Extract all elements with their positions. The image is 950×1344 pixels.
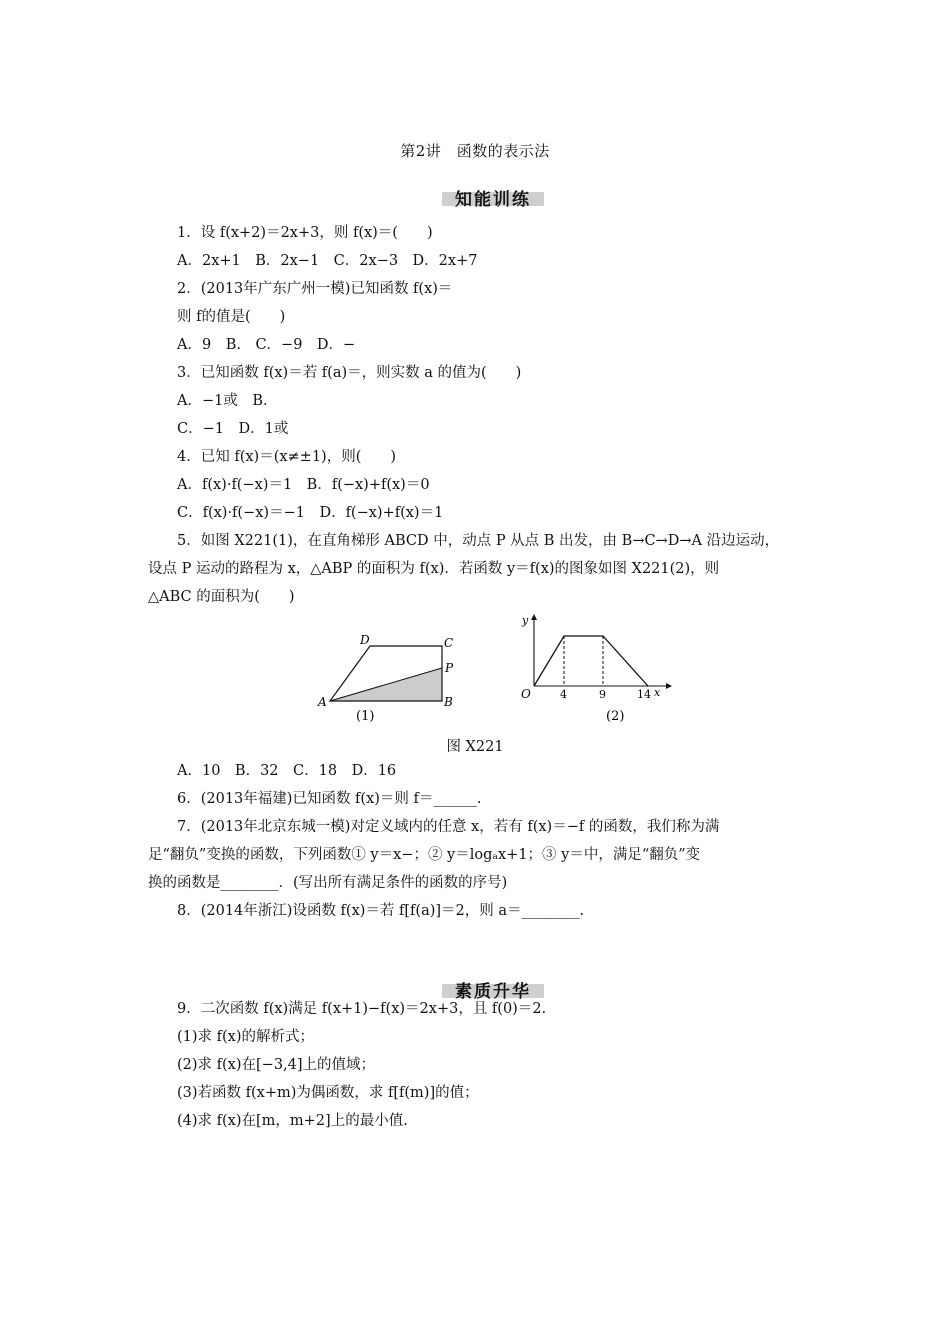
- vertex-b-label: B: [444, 695, 453, 709]
- vertex-p-label: P: [445, 661, 454, 675]
- section-banner-label: 知能训练: [455, 189, 531, 210]
- question-8: 8．(2014年浙江)设函数 f(x)＝若 f[f(a)]＝2，则 a＝________.: [177, 903, 585, 919]
- question-9: 9．二次函数 f(x)满足 f(x+1)−f(x)＝2x+3，且 f(0)＝2.: [177, 1001, 547, 1017]
- question-2-continued: 则 f的值是( ): [177, 309, 286, 325]
- question-2-options: A．9 B. C．−9 D．−: [177, 337, 356, 353]
- tick-label-4: 4: [560, 688, 567, 701]
- y-axis-arrow: [531, 614, 537, 620]
- question-7-line-2: 足“翻负”变换的函数，下列函数① y＝x−；② y＝logₐx+1；③ y＝中，满足“翻负”变: [148, 847, 701, 863]
- y-axis-label: y: [522, 614, 529, 627]
- question-3-options-ab: A．−1或 B.: [177, 393, 268, 409]
- tick-label-14: 14: [637, 688, 651, 701]
- question-7-line-3: 换的函数是________．(写出所有满足条件的函数的序号): [148, 875, 508, 891]
- x-axis-arrow: [666, 683, 672, 689]
- figure-x221: [316, 614, 696, 728]
- question-4-options-cd: C．f(x)·f(−x)＝−1 D．f(−x)+f(x)＝1: [177, 505, 444, 521]
- question-7-line-1: 7．(2013年北京东城一模)对定义域内的任意 x，若有 f(x)＝−f 的函数，我们称为满: [177, 819, 720, 835]
- page-title: 第2讲 函数的表示法: [400, 142, 550, 160]
- question-5-line-3: △ABC 的面积为( ): [148, 589, 295, 605]
- trapezoid-figure: [317, 633, 454, 724]
- figure-caption: 图 X221: [446, 739, 504, 755]
- figure-svg: [316, 614, 696, 728]
- question-5-options: A．10 B．32 C．18 D．16: [177, 763, 397, 779]
- vertex-a-label: A: [318, 695, 327, 709]
- graph-figure: [521, 614, 672, 724]
- question-9-part-2: (2)求 f(x)在[−3,4]上的值域；: [177, 1057, 376, 1073]
- figure-1-label: (1): [356, 709, 375, 724]
- question-1-options: A．2x+1 B．2x−1 C．2x−3 D．2x+7: [177, 253, 478, 269]
- question-4-options-ab: A．f(x)·f(−x)＝1 B．f(−x)+f(x)＝0: [177, 477, 430, 493]
- question-9-part-4: (4)求 f(x)在[m，m+2]上的最小值.: [177, 1113, 408, 1129]
- question-5-line-2: 设点 P 运动的路程为 x，△ABP 的面积为 f(x)．若函数 y＝f(x)的图象如图 X221(2)，则: [148, 561, 720, 577]
- section-banner-training: [442, 185, 544, 209]
- tick-label-9: 9: [599, 688, 606, 701]
- question-1: 1．设 f(x+2)＝2x+3，则 f(x)＝( ): [177, 225, 433, 241]
- question-5-line-1: 5．如图 X221(1)，在直角梯形 ABCD 中，动点 P 从点 B 出发，由 B→C→D→A 沿边运动，: [177, 533, 780, 549]
- vertex-c-label: C: [444, 636, 454, 650]
- x-axis-label: x: [654, 686, 661, 699]
- function-graph: [534, 636, 648, 686]
- question-3-options-cd: C．−1 D．1或: [177, 421, 289, 437]
- figure-2-label: (2): [606, 709, 625, 724]
- question-3: 3．已知函数 f(x)＝若 f(a)＝，则实数 a 的值为( ): [177, 365, 522, 381]
- question-4: 4．已知 f(x)＝(x≠±1)，则( ): [177, 449, 397, 465]
- section-banner-label: 素质升华: [455, 981, 531, 1002]
- question-2: 2．(2013年广东广州一模)已知函数 f(x)＝: [177, 281, 453, 297]
- vertex-d-label: D: [360, 633, 370, 647]
- question-9-part-3: (3)若函数 f(x+m)为偶函数，求 f[f(m)]的值；: [177, 1085, 479, 1101]
- section-banner-upgrade: [442, 977, 544, 1001]
- question-6: 6．(2013年福建)已知函数 f(x)＝则 f＝______.: [177, 791, 482, 807]
- question-9-part-1: (1)求 f(x)的解析式；: [177, 1029, 315, 1045]
- origin-label: O: [521, 687, 531, 701]
